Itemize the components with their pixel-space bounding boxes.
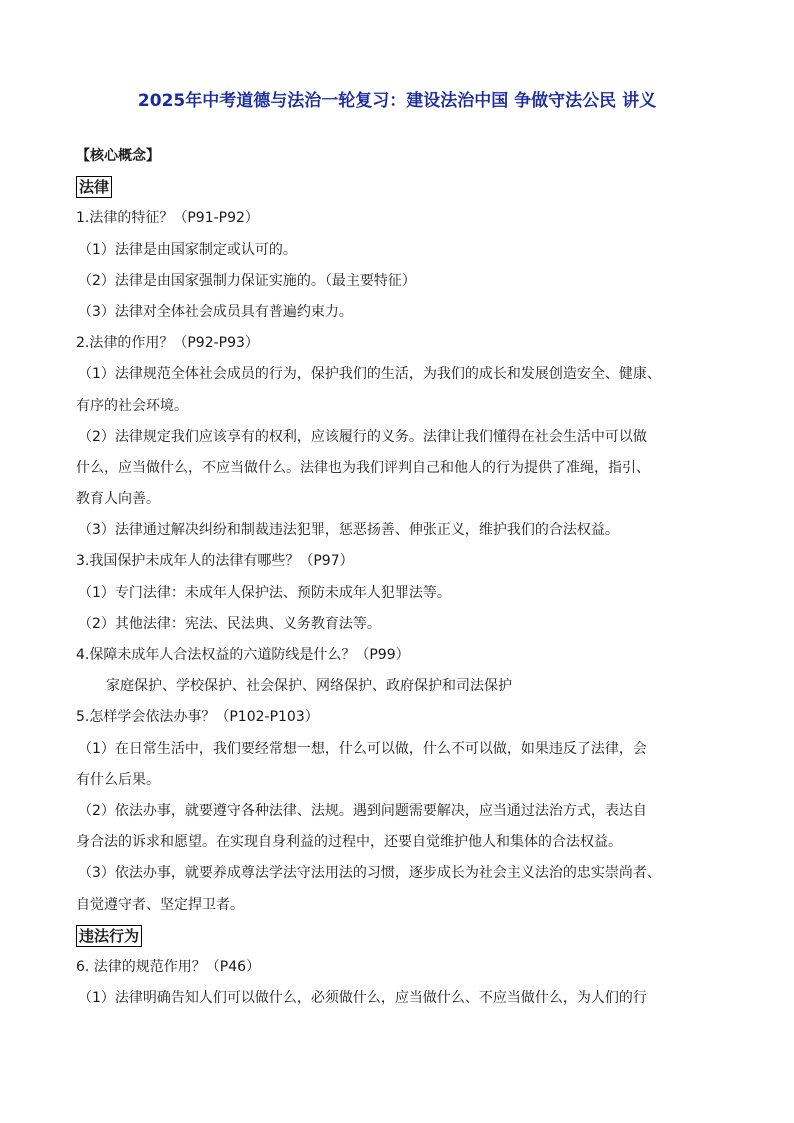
text-line [76,706,726,737]
sub-point-line [76,519,726,550]
sub-point-line [76,738,726,769]
sub-point-line [76,301,726,332]
sub-point-line [76,239,726,270]
text-line [76,395,726,426]
sub-point-line [76,582,726,613]
line-text: 家庭保护、学校保护、社会保护、网络保护、政府保护和司法保护 [106,678,512,695]
text-line [76,956,726,987]
text-line [76,332,726,363]
line-text: 自觉遵守者、坚定捍卫者。 [76,896,244,913]
document-title: 2025年中考道德与法治一轮复习：建设法治中国 争做守法公民 讲义 [137,91,657,111]
text-line [76,831,726,862]
sub-point-line [76,270,726,301]
sub-point-line [76,363,726,394]
line-text: 2.法律的作用？（P92-P93） [76,335,259,352]
line-text: 身合法的诉求和愿望。在实现自身利益的过程中，还要自觉维护他人和集体的合法权益。 [76,834,622,851]
text-line [76,457,726,488]
line-text: 4.保障未成年人合法权益的六道防线是什么？（P99） [76,647,410,663]
line-text: （2）其他法律：宪法、民法典、义务教育法等。 [78,615,381,632]
line-text: （2）依法办事，就要遵守各种法律、法规。遇到问题需要解决，应当通过法治方式，表达自 [78,802,647,819]
section-heading [76,176,726,207]
text-line [76,550,726,581]
sub-point-line [76,800,726,831]
text-line [76,769,726,800]
line-text: 有序的社会环境。 [76,397,188,414]
line-text: （1）在日常生活中，我们要经常想一想，什么可以做，什么不可以做，如果违反了法律，会 [78,740,647,757]
line-text: 教育人向善。 [76,491,160,508]
text-line [76,894,726,925]
sub-point-line [76,675,726,706]
category-label-text: 【核心概念】 [76,148,160,164]
sub-point-line [76,987,726,1018]
category-label [76,145,726,176]
line-text: （3）法律通过解决纠纷和制裁违法犯罪，惩恶扬善、伸张正义，维护我们的合法权益。 [78,522,619,539]
line-text: （3）法律对全体社会成员具有普遍约束力。 [78,303,353,320]
text-line [76,207,726,238]
sub-point-line [76,426,726,457]
line-text: 有什么后果。 [76,771,160,788]
section-heading-text: 违法行为 [76,925,142,947]
line-text: 6. 法律的规范作用？（P46） [76,958,261,975]
section-heading-text: 法律 [76,176,112,198]
document-body [76,145,726,1018]
text-line [76,644,726,675]
section-heading [76,925,726,956]
line-text: （2）法律是由国家强制力保证实施的。（最主要特征） [78,272,416,289]
line-text: 什么，应当做什么，不应当做什么。法律也为我们评判自己和他人的行为提供了准绳，指引、 [76,459,650,476]
line-text: （1）专门法律：未成年人保护法、预防未成年人犯罪法等。 [78,584,451,601]
line-text: （1）法律明确告知人们可以做什么，必须做什么，应当做什么、不应当做什么，为人们的行 [78,990,647,1007]
sub-point-line [76,862,726,893]
line-text: （2）法律规定我们应该享有的权利，应该履行的义务。法律让我们懂得在社会生活中可以做 [78,428,647,445]
line-text: 3.我国保护未成年人的法律有哪些？（P97） [76,553,354,570]
line-text: （3）依法办事，就要养成尊法学法守法用法的习惯，逐步成长为社会主义法治的忠实崇尚者、 [78,865,661,882]
sub-point-line [76,613,726,644]
text-line [76,488,726,519]
line-text: （1）法律规范全体社会成员的行为，保护我们的生活，为我们的成长和发展创造安全、健康、 [78,366,661,383]
line-text: 5.怎样学会依法办事？（P102-P103） [76,709,319,726]
line-text: （1）法律是由国家制定或认可的。 [78,241,297,258]
line-text: 1.法律的特征？（P91-P92） [76,210,259,227]
